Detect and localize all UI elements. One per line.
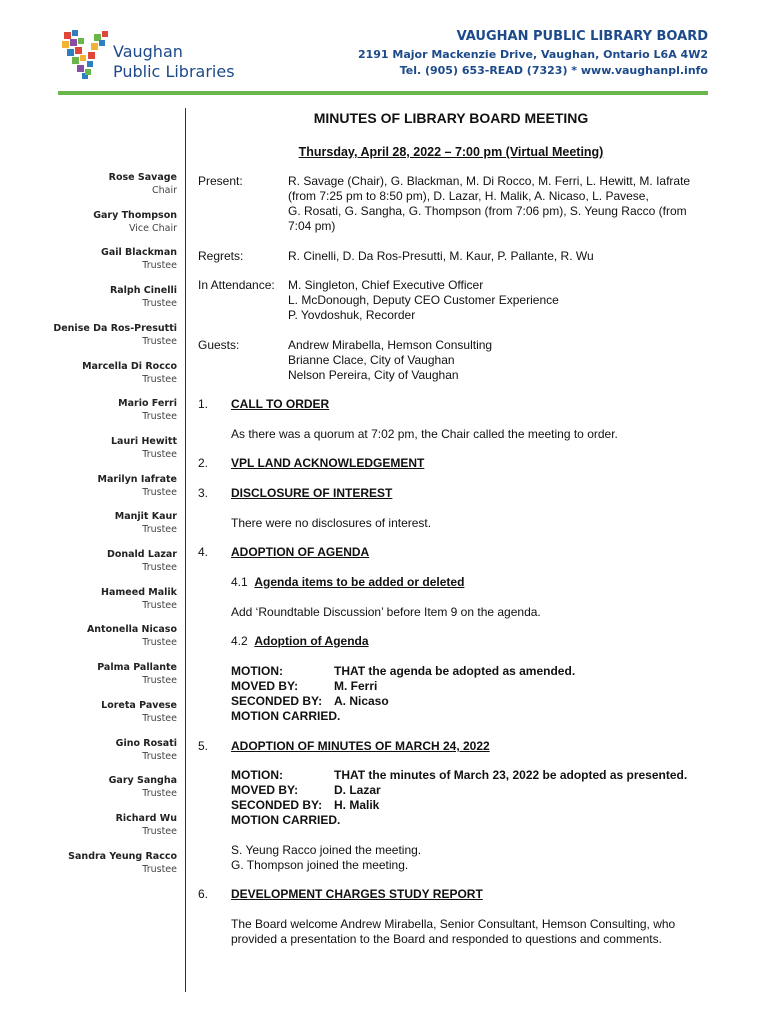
board-member xyxy=(110,285,177,310)
seconded-4-value: A. Nicaso xyxy=(334,694,389,708)
member-name: Denise Da Ros-Presutti xyxy=(53,322,177,334)
board-member xyxy=(111,436,177,461)
moved-4-label: MOVED BY: xyxy=(231,679,299,693)
motion-4-label: MOTION: xyxy=(231,664,283,678)
board-member xyxy=(101,587,177,612)
board-member xyxy=(93,210,177,235)
member-name: Gail Blackman xyxy=(101,247,177,259)
org-address: 2191 Major Mackenzie Drive, Vaughan, Ontario L6A 4W2 xyxy=(357,48,708,61)
sidebar-divider xyxy=(185,108,186,992)
member-role: Trustee xyxy=(142,260,177,272)
page-title: MINUTES OF LIBRARY BOARD MEETING xyxy=(313,110,589,126)
board-member xyxy=(98,474,177,499)
member-role: Trustee xyxy=(142,788,177,800)
member-name: Richard Wu xyxy=(115,812,177,824)
v-mosaic-logo-icon xyxy=(58,28,114,86)
board-member xyxy=(101,700,177,725)
member-role: Trustee xyxy=(142,486,177,498)
meeting-date: Thursday, April 28, 2022 – 7:00 pm (Virtual Meeting) xyxy=(298,145,604,159)
subsection-4-1: 4.1 Agenda items to be added or deleted xyxy=(231,575,465,589)
section-1-text: As there was a quorum at 7:02 pm, the Chair called the meeting to order. xyxy=(231,427,618,441)
seconded-5-label: SECONDED BY: xyxy=(231,798,323,812)
org-contact: Tel. (905) 653-READ (7323) * www.vaughanpl.info xyxy=(399,64,708,77)
board-member xyxy=(87,624,177,649)
subsection-4-1-text: Add ‘Roundtable Discussion’ before Item 9 on the agenda. xyxy=(231,605,541,619)
board-member xyxy=(53,323,177,348)
section-1-title: CALL TO ORDER xyxy=(231,397,330,411)
member-name: Gino Rosati xyxy=(115,737,177,749)
member-name: Gary Sangha xyxy=(108,775,177,787)
moved-5-label: MOVED BY: xyxy=(231,783,299,797)
member-name: Marcella Di Rocco xyxy=(82,360,177,372)
member-name: Donald Lazar xyxy=(106,549,177,560)
board-member xyxy=(68,851,177,876)
section-5-number: 5. xyxy=(198,739,209,753)
section-6-text: The Board welcome Andrew Mirabella, Senior Consultant, Hemson Consulting, who provided a presentation to the Board and responded to questions and comments. xyxy=(231,917,676,946)
member-role: Trustee xyxy=(142,637,177,649)
section-3-number: 3. xyxy=(198,486,209,500)
board-member xyxy=(107,549,177,574)
member-name: Rose Savage xyxy=(108,172,177,183)
section-3-text: There were no disclosures of interest. xyxy=(231,516,432,530)
carried-5: MOTION CARRIED. xyxy=(231,813,341,827)
member-role: Trustee xyxy=(142,750,177,762)
moved-4-value: M. Ferri xyxy=(334,679,378,693)
board-member xyxy=(109,775,177,800)
member-name: Hameed Malik xyxy=(101,586,177,598)
member-name: Palma Pallante xyxy=(97,662,177,674)
section-6-title: DEVELOPMENT CHARGES STUDY REPORT xyxy=(231,887,483,901)
regrets-list: R. Cinelli, D. Da Ros-Presutti, M. Kaur, P. Pallante, R. Wu xyxy=(288,249,594,263)
guests-list: Andrew Mirabella, Hemson Consulting Brianne Clace, City of Vaughan Nelson Pereira, City of Vaughan xyxy=(288,338,493,382)
member-role: Trustee xyxy=(142,562,177,573)
subsection-4-2: 4.2 Adoption of Agenda xyxy=(231,634,369,648)
header-rule xyxy=(58,91,708,95)
logo-line-1: Vaughan xyxy=(113,42,183,61)
member-name: Mario Ferri xyxy=(118,398,177,410)
board-member xyxy=(118,398,177,423)
org-name: VAUGHAN PUBLIC LIBRARY BOARD xyxy=(456,29,708,44)
seconded-5-value: H. Malik xyxy=(334,798,380,812)
carried-4: MOTION CARRIED. xyxy=(231,709,341,723)
board-member xyxy=(82,361,177,386)
present-label: Present: xyxy=(198,174,243,188)
member-role: Trustee xyxy=(142,524,177,536)
member-name: Lauri Hewitt xyxy=(111,435,177,447)
board-member xyxy=(116,813,177,838)
section-1-number: 1. xyxy=(198,397,209,411)
member-name: Sandra Yeung Racco xyxy=(68,850,177,862)
section-6-number: 6. xyxy=(198,887,209,901)
logo-line-2: Public Libraries xyxy=(113,62,235,81)
regrets-label: Regrets: xyxy=(198,249,244,263)
member-name: Antonella Nicaso xyxy=(86,624,177,636)
moved-5-value: D. Lazar xyxy=(334,783,381,797)
member-name: Marilyn Iafrate xyxy=(97,473,177,485)
section-2-number: 2. xyxy=(198,456,209,470)
section-4-title: ADOPTION OF AGENDA xyxy=(231,545,370,559)
member-name: Manjit Kaur xyxy=(114,511,177,523)
member-role: Trustee xyxy=(142,712,177,724)
note-5-1: S. Yeung Racco joined the meeting. xyxy=(231,843,422,857)
section-2-title: VPL LAND ACKNOWLEDGEMENT xyxy=(231,456,425,470)
member-role: Trustee xyxy=(142,411,177,423)
attendance-label: In Attendance: xyxy=(198,278,275,292)
present-list: R. Savage (Chair), G. Blackman, M. Di Rocco, M. Ferri, L. Hewitt, M. Iafrate (from 7:25 pm to 8:50 pm), D. Lazar, H. Malik, A. Nicaso, L. Pavese, G. Rosati, G. Sangha, G. Thompson (from 7:06 pm), S. Yeung Racco (from 7:04 pm) xyxy=(288,174,691,233)
member-role: Trustee xyxy=(142,448,177,460)
member-role: Chair xyxy=(151,185,177,196)
guests-label: Guests: xyxy=(198,338,240,352)
seconded-4-label: SECONDED BY: xyxy=(231,694,323,708)
member-role: Trustee xyxy=(142,675,177,687)
member-role: Trustee xyxy=(142,335,177,347)
member-role: Vice Chair xyxy=(128,222,177,234)
member-role: Trustee xyxy=(142,373,177,385)
member-name: Ralph Cinelli xyxy=(109,285,177,297)
board-member xyxy=(97,662,177,687)
board-member xyxy=(116,738,177,763)
section-3-title: DISCLOSURE OF INTEREST xyxy=(231,486,393,500)
note-5-2: G. Thompson joined the meeting. xyxy=(231,858,409,872)
attendance-list: M. Singleton, Chief Executive Officer L. McDonough, Deputy CEO Customer Experience P. Yovdoshuk, Recorder xyxy=(288,278,559,322)
motion-5-label: MOTION: xyxy=(231,768,283,782)
member-name: Loreta Pavese xyxy=(101,699,177,711)
section-4-number: 4. xyxy=(198,545,209,559)
board-member xyxy=(115,511,177,536)
section-5-title: ADOPTION OF MINUTES OF MARCH 24, 2022 xyxy=(231,739,490,753)
motion-4-text: THAT the agenda be adopted as amended. xyxy=(334,664,576,678)
board-member xyxy=(101,247,177,272)
member-name: Gary Thompson xyxy=(93,209,177,221)
motion-5-text: THAT the minutes of March 23, 2022 be adopted as presented. xyxy=(334,768,688,782)
member-role: Trustee xyxy=(142,599,177,611)
board-member xyxy=(109,172,177,197)
member-role: Trustee xyxy=(142,825,177,837)
member-role: Trustee xyxy=(142,863,177,875)
member-role: Trustee xyxy=(142,298,177,310)
